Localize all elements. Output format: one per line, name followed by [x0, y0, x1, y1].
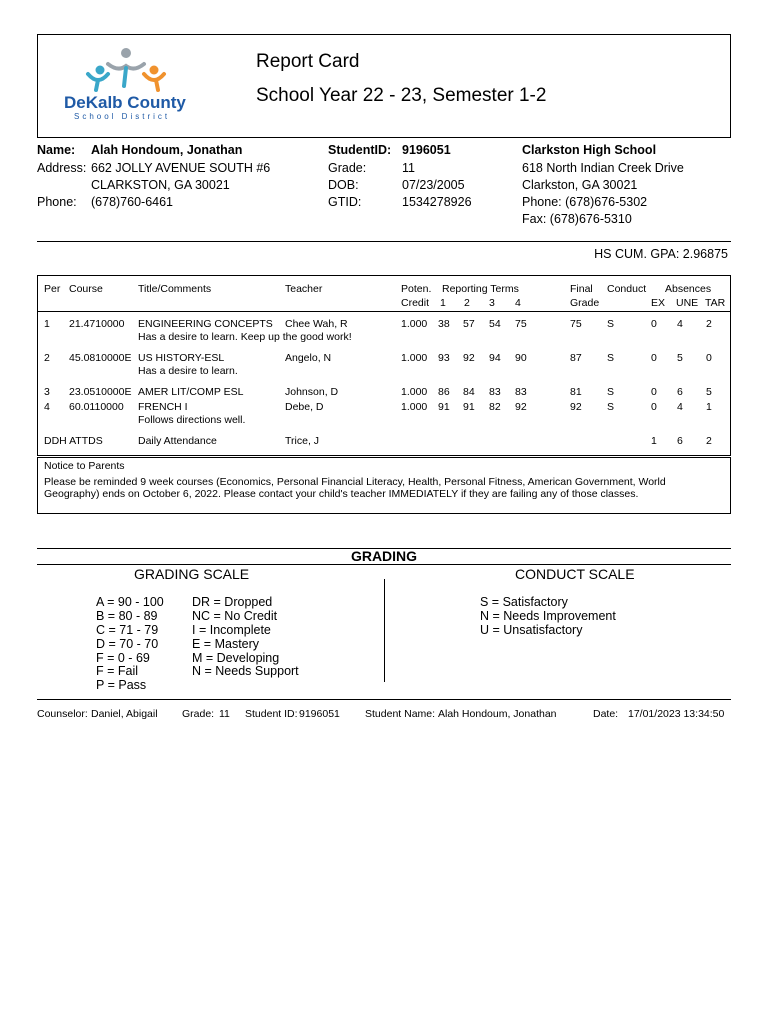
header-per: Per: [44, 283, 61, 295]
footer-student-name-label: Student Name:: [365, 708, 436, 720]
cell-term-1: 93: [438, 352, 450, 364]
cell-term-1: 91: [438, 401, 450, 413]
footer-date: 17/01/2023 13:34:50: [628, 708, 725, 720]
logo-subtitle: School District: [74, 112, 171, 121]
scale-item: C = 71 - 79: [96, 623, 159, 637]
cell-conduct: S: [607, 352, 615, 364]
cell-tar: 0: [706, 352, 712, 364]
cell-term-4: 92: [515, 401, 527, 413]
address-line-1: 662 JOLLY AVENUE SOUTH #6: [91, 161, 271, 175]
cell-credit: 1.000: [401, 318, 428, 330]
scale-item: NC = No Credit: [192, 609, 278, 623]
cell-title: FRENCH I: [138, 401, 188, 413]
cell-teacher: Debe, D: [285, 401, 324, 413]
conduct-item: N = Needs Improvement: [480, 609, 616, 623]
scale-item: M = Developing: [192, 651, 280, 665]
cell-course: 60.0110000: [69, 401, 124, 413]
school-fax: Fax: (678)676-5310: [522, 212, 632, 226]
header-term-1: 1: [440, 297, 446, 309]
cell-une: 5: [677, 352, 683, 364]
grading-title: GRADING: [350, 548, 418, 564]
grading-scale-title: GRADING SCALE: [134, 566, 250, 582]
cell-conduct: S: [607, 386, 615, 398]
district-logo: [60, 44, 195, 124]
grade-label: Grade:: [328, 161, 367, 175]
footer-date-label: Date:: [593, 708, 619, 720]
footer-grade: 11: [219, 708, 230, 720]
header-term-4: 4: [515, 297, 521, 309]
page-subtitle: School Year 22 - 23, Semester 1-2: [256, 85, 547, 106]
cell-title: US HISTORY-ESL: [138, 352, 225, 364]
header-course: Course: [69, 283, 103, 295]
cell-final: 81: [570, 386, 582, 398]
address-line-2: CLARKSTON, GA 30021: [91, 178, 230, 192]
student-id: 9196051: [402, 143, 451, 157]
gpa-value: HS CUM. GPA: 2.96875: [594, 247, 728, 261]
cell-teacher: Johnson, D: [285, 386, 339, 398]
cell-term-1: 38: [438, 318, 450, 330]
student-id-label: StudentID:: [328, 143, 392, 157]
scale-item: N = Needs Support: [192, 664, 299, 678]
cell-final: 92: [570, 401, 582, 413]
header-ex: EX: [651, 297, 666, 309]
student-phone: (678)760-6461: [91, 195, 174, 209]
cell-final: 75: [570, 318, 582, 330]
cell-tar: 2: [706, 318, 712, 330]
cell-term-3: 82: [489, 401, 501, 413]
cell-course: 23.0510000E: [69, 386, 132, 398]
footer-rule: [37, 699, 731, 700]
footer-student-id-label: Student ID:: [245, 708, 298, 720]
header-absences: Absences: [665, 283, 712, 295]
dob-label: DOB:: [328, 178, 359, 192]
logo-name: DeKalb County: [64, 93, 186, 112]
scale-item: P = Pass: [96, 678, 147, 692]
phone-label: Phone:: [37, 195, 77, 209]
cell-teacher: Chee Wah, R: [285, 318, 348, 330]
cell-term-4: 90: [515, 352, 527, 364]
header-poten: Poten.: [401, 283, 432, 295]
cell-ex: 0: [651, 386, 657, 398]
notice-box: [37, 457, 731, 514]
scale-item: B = 80 - 89: [96, 609, 158, 623]
header-grade: Grade: [570, 297, 600, 309]
cell-credit: 1.000: [401, 386, 428, 398]
cell-une: 4: [677, 318, 683, 330]
header-une: UNE: [676, 297, 699, 309]
attendance-tar: 2: [706, 435, 712, 447]
header-title: Title/Comments: [138, 283, 212, 295]
footer-grade-label: Grade:: [182, 708, 215, 720]
footer-student-id: 9196051: [299, 708, 340, 720]
attendance-title: Daily Attendance: [138, 435, 217, 447]
school-name: Clarkston High School: [522, 143, 657, 157]
cell-credit: 1.000: [401, 401, 428, 413]
header-reporting: Reporting Terms: [442, 283, 519, 295]
cell-term-4: 83: [515, 386, 527, 398]
student-name: Alah Hondoum, Jonathan: [91, 143, 243, 157]
name-label: Name:: [37, 143, 76, 157]
scale-item: F = 0 - 69: [96, 651, 150, 665]
cell-term-2: 57: [463, 318, 475, 330]
counselor-name: Daniel, Abigail: [91, 708, 158, 720]
cell-ex: 0: [651, 352, 657, 364]
school-city: Clarkston, GA 30021: [522, 178, 638, 192]
conduct-item: S = Satisfactory: [480, 595, 568, 609]
cell-term-2: 84: [463, 386, 475, 398]
counselor-label: Counselor:: [37, 708, 88, 720]
cell-term-3: 83: [489, 386, 501, 398]
scale-item: DR = Dropped: [192, 595, 273, 609]
cell-une: 6: [677, 386, 683, 398]
cell-conduct: S: [607, 318, 615, 330]
cell-term-3: 94: [489, 352, 501, 364]
table-header-rule: [37, 311, 731, 312]
gtid-label: GTID:: [328, 195, 362, 209]
header-final: Final: [570, 283, 593, 295]
cell-title: ENGINEERING CONCEPTS: [138, 318, 273, 330]
scale-item: E = Mastery: [192, 637, 260, 651]
footer-student-name: Alah Hondoum, Jonathan: [438, 708, 557, 720]
cell-comment: Has a desire to learn. Keep up the good work!: [138, 331, 352, 343]
cell-term-3: 54: [489, 318, 501, 330]
page-title: Report Card: [256, 51, 360, 72]
scale-divider: [384, 579, 385, 682]
attendance-teacher: Trice, J: [285, 435, 320, 447]
header-tar: TAR: [705, 297, 726, 309]
cell-ex: 0: [651, 401, 657, 413]
cell-credit: 1.000: [401, 352, 428, 364]
scale-item: A = 90 - 100: [96, 595, 164, 609]
cell-teacher: Angelo, N: [285, 352, 332, 364]
header-teacher: Teacher: [285, 283, 323, 295]
header-term-3: 3: [489, 297, 495, 309]
cell-conduct: S: [607, 401, 615, 413]
school-street: 618 North Indian Creek Drive: [522, 161, 684, 175]
student-gtid: 1534278926: [402, 195, 472, 209]
conduct-scale-title: CONDUCT SCALE: [515, 566, 635, 582]
cell-per: 2: [44, 352, 50, 364]
cell-comment: Has a desire to learn.: [138, 365, 238, 377]
cell-term-2: 91: [463, 401, 475, 413]
header-credit: Credit: [401, 297, 430, 309]
conduct-item: U = Unsatisfactory: [480, 623, 583, 637]
cell-per: 4: [44, 401, 50, 413]
attendance-une: 6: [677, 435, 683, 447]
scale-item: D = 70 - 70: [96, 637, 159, 651]
scale-item: I = Incomplete: [192, 623, 271, 637]
cell-tar: 5: [706, 386, 712, 398]
cell-per: 1: [44, 318, 50, 330]
header-conduct: Conduct: [607, 283, 647, 295]
cell-term-2: 92: [463, 352, 475, 364]
header-term-2: 2: [464, 297, 470, 309]
notice-text: Please be reminded 9 week courses (Economics, Personal Financial Literacy, Health, Personal Fitness, American Government, World Geography) ends on October 6, 2022. Please contact your child's teacher IMMEDIATELY if they are failing any of those classes.: [44, 476, 666, 500]
school-phone: Phone: (678)676-5302: [522, 195, 648, 209]
attendance-ex: 1: [651, 435, 657, 447]
cell-course: 45.0810000E: [69, 352, 132, 364]
notice-title: Notice to Parents: [44, 460, 125, 472]
scale-item: F = Fail: [96, 664, 139, 678]
attendance-code: DDH ATTDS: [44, 435, 103, 447]
cell-per: 3: [44, 386, 50, 398]
cell-title: AMER LIT/COMP ESL: [138, 386, 244, 398]
cell-course: 21.4710000: [69, 318, 125, 330]
cell-term-1: 86: [438, 386, 450, 398]
cell-une: 4: [677, 401, 683, 413]
cell-tar: 1: [706, 401, 712, 413]
cell-ex: 0: [651, 318, 657, 330]
student-dob: 07/23/2005: [402, 178, 465, 192]
cell-final: 87: [570, 352, 582, 364]
divider: [37, 241, 731, 242]
student-grade: 11: [402, 161, 415, 175]
cell-comment: Follows directions well.: [138, 414, 246, 426]
grading-sub-rule: [37, 564, 731, 565]
cell-term-4: 75: [515, 318, 527, 330]
address-label: Address:: [37, 161, 87, 175]
